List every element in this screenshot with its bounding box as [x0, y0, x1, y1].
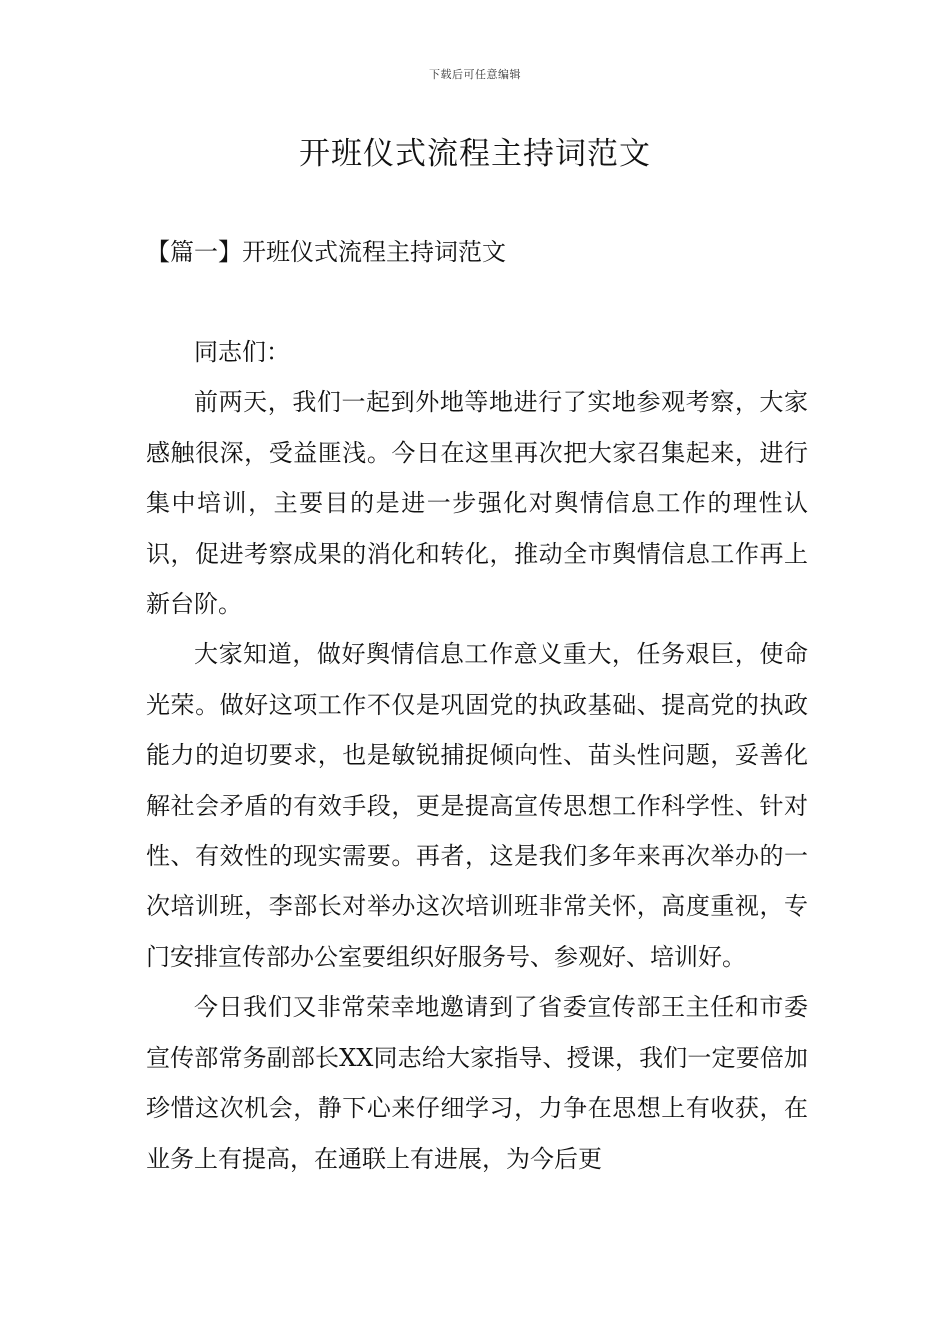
document-title: 开班仪式流程主持词范文	[299, 136, 651, 172]
document-body	[146, 327, 808, 1184]
greeting: 同志们：	[194, 338, 290, 366]
paragraph-2: 大家知道，做好舆情信息工作意义重大，任务艰巨，使命光荣。做好这项工作不仅是巩固党的执政基础、提高党的执政能力的迫切要求，也是敏锐捕捉倾向性、苗头性问题，妥善化解社会矛盾的有效手段，更是提高宣传思想工作科学性、针对性、有效性的现实需要。再者，这是我们多年来再次举办的一次培训班，李部长对举办这次培训班非常关怀，高度重视，专门安排宣传部办公室要组织好服务号、参观好、培训好。	[146, 640, 808, 971]
paragraph-1: 前两天，我们一起到外地等地进行了实地参观考察，大家感触很深，受益匪浅。今日在这里再次把大家召集起来，进行集中培训，主要目的是进一步强化对舆情信息工作的理性认识，促进考察成果的消化和转化，推动全市舆情信息工作再上新台阶。	[146, 388, 808, 619]
header-note: 下载后可任意编辑	[429, 68, 521, 81]
section-heading: 【篇一】开班仪式流程主持词范文	[146, 238, 506, 266]
paragraph-3: 今日我们又非常荣幸地邀请到了省委宣传部王主任和市委宣传部常务副部长XX同志给大家指导、授课，我们一定要倍加珍惜这次机会，静下心来仔细学习，力争在思想上有收获，在业务上有提高，在通联上有进展，为今后更	[146, 993, 808, 1173]
